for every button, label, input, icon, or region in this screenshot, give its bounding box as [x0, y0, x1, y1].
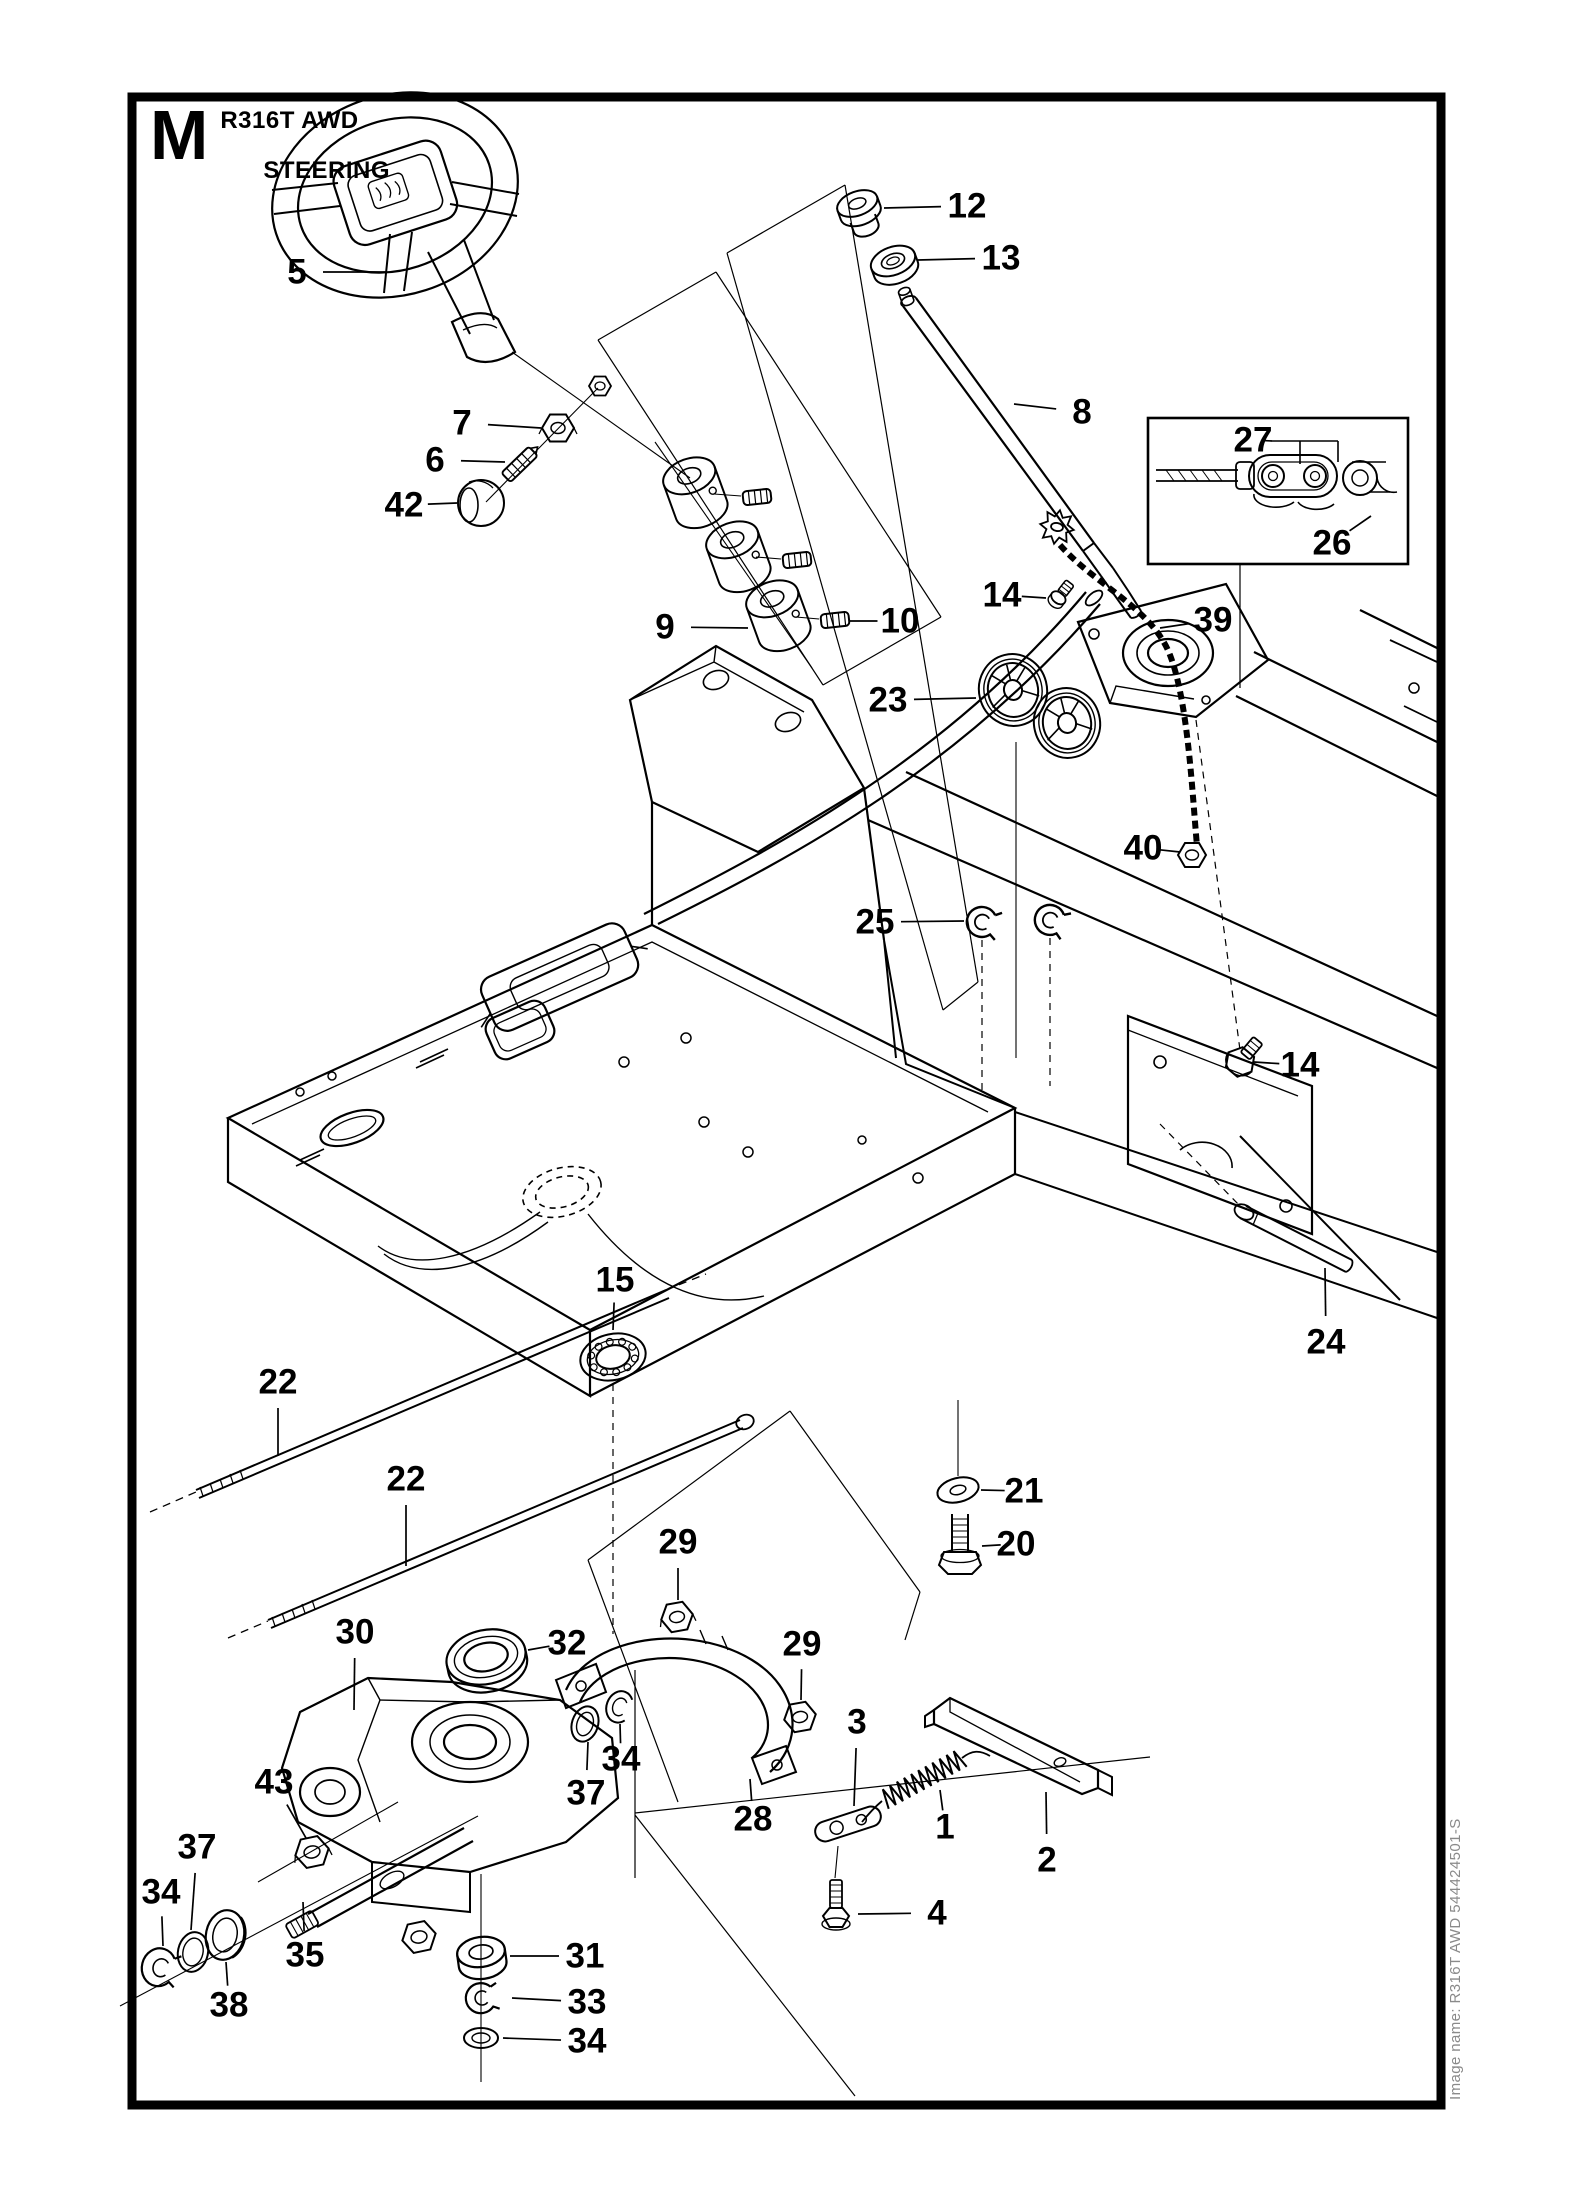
- callout-29-23: 29: [658, 1522, 698, 1562]
- leader-43-27: [287, 1805, 306, 1838]
- leader-30-26: [354, 1658, 355, 1710]
- callout-24-17: 24: [1306, 1322, 1346, 1362]
- leader-28-34: [750, 1779, 752, 1801]
- screw-4: [822, 1880, 850, 1930]
- nut-43-upper: [290, 1834, 333, 1870]
- callout-8-3: 8: [1072, 392, 1092, 432]
- bearing-13: [867, 240, 923, 291]
- sprocket: [1037, 507, 1076, 546]
- leader-21-21: [981, 1490, 1005, 1491]
- frame-chassis: [228, 588, 1437, 1396]
- callout-22-19: 22: [258, 1362, 298, 1402]
- bolt-14-right: [1220, 1031, 1269, 1082]
- callout-13-2: 13: [981, 238, 1021, 278]
- callout-15-18: 15: [595, 1260, 635, 1300]
- leader-35-31: [303, 1902, 304, 1931]
- tie-rods-22: [150, 1274, 756, 1638]
- leader-7-4: [488, 425, 541, 428]
- callout-7-4: 7: [452, 403, 472, 443]
- leader-14-9: [1022, 596, 1046, 598]
- callout-26-12: 26: [1312, 523, 1352, 563]
- leader-3-35: [854, 1748, 856, 1806]
- leader-34-29: [162, 1916, 163, 1946]
- chain-link: [1249, 455, 1397, 509]
- set-screws-10: [742, 489, 849, 629]
- leader-9-7: [691, 627, 748, 628]
- bearing-31: [455, 1934, 508, 1982]
- title-line-2: STEERING: [263, 157, 391, 184]
- cap-42: [458, 480, 504, 526]
- callout-layer: [142, 187, 1371, 2061]
- callout-2-37: 2: [1037, 1840, 1057, 1880]
- callout-23-13: 23: [868, 680, 908, 720]
- spring-coils: [883, 1751, 967, 1809]
- column-key-nut: [589, 377, 611, 396]
- leader-29-24: [801, 1669, 802, 1700]
- callout-34-33: 34: [601, 1739, 641, 1779]
- bolt-20: [939, 1514, 981, 1574]
- callout-27-leaders: [1272, 441, 1338, 464]
- leader-39-10: [1160, 624, 1189, 628]
- callout-35-31: 35: [285, 1935, 325, 1975]
- leader-37-32: [587, 1742, 588, 1770]
- callout-30-26: 30: [335, 1612, 375, 1652]
- clip-33: [464, 1981, 500, 2015]
- leader-15-18: [613, 1303, 614, 1331]
- column-fasteners: [458, 377, 611, 527]
- callout-38-30: 38: [209, 1985, 249, 2025]
- clip-34-left: [138, 1945, 182, 1991]
- leader-32-25: [528, 1646, 549, 1650]
- leader-12-1: [884, 207, 941, 208]
- screw-14-top: [1046, 578, 1077, 611]
- idler-pulleys-23: [971, 647, 1107, 1058]
- callout-40-14: 40: [1123, 828, 1163, 868]
- callout-33-40: 33: [567, 1982, 607, 2022]
- nut-40: [1178, 843, 1206, 867]
- callout-37-28: 37: [177, 1827, 217, 1867]
- leader-23-13: [914, 698, 976, 699]
- callout-3-35: 3: [847, 1702, 867, 1742]
- callout-31-39: 31: [565, 1936, 605, 1976]
- washer-21: [935, 1473, 982, 1506]
- callout-12-1: 12: [947, 186, 987, 226]
- nut-43-lower: [399, 1919, 438, 1954]
- adjuster-bar-2: [925, 1698, 1112, 1795]
- washer-21-bolt-20: [935, 1400, 982, 1574]
- rod-24: [1160, 1124, 1352, 1272]
- callout-32-25: 32: [547, 1623, 587, 1663]
- callout-39-10: 39: [1193, 600, 1233, 640]
- bushing-12: [833, 185, 888, 243]
- cable-end: [1156, 462, 1254, 489]
- page-title: [220, 104, 390, 183]
- callout-1-36: 1: [935, 1807, 955, 1847]
- callout-34-29: 34: [141, 1872, 181, 1912]
- callout-37-32: 37: [566, 1773, 606, 1813]
- callout-4-38: 4: [927, 1893, 947, 1933]
- callout-28-34: 28: [733, 1799, 773, 1839]
- callout-29-24: 29: [782, 1624, 822, 1664]
- image-name-note: Image name: R316T AWD 544424501-S: [1447, 1818, 1464, 2100]
- leader-8-3: [1014, 404, 1056, 409]
- leader-34-41: [503, 2038, 561, 2040]
- leader-38-30: [226, 1962, 228, 1986]
- leader-26-12: [1350, 516, 1371, 531]
- leader-37-28: [191, 1873, 195, 1930]
- callout-14-16: 14: [1280, 1045, 1320, 1085]
- leader-2-37: [1046, 1792, 1047, 1834]
- callout-27-11: 27: [1233, 420, 1273, 460]
- callout-42-6: 42: [384, 485, 424, 525]
- callout-5-0: 5: [287, 252, 307, 292]
- callout-6-5: 6: [425, 440, 445, 480]
- leader-40-14: [1160, 850, 1180, 852]
- nut-29-lower: [782, 1700, 818, 1733]
- ring-34-upper: [602, 1687, 634, 1725]
- callout-22-20: 22: [386, 1459, 426, 1499]
- title-line-1: R316T AWD: [220, 107, 359, 134]
- title-block: [150, 96, 391, 184]
- callout-21-21: 21: [1004, 1471, 1044, 1511]
- callout-43-27: 43: [254, 1762, 294, 1802]
- retaining-clips-25: [963, 900, 1071, 1096]
- leader-42-6: [428, 503, 457, 504]
- leader-25-15: [901, 921, 964, 922]
- callout-20-22: 20: [996, 1524, 1036, 1564]
- leader-13-2: [918, 259, 975, 260]
- leader-14-16: [1254, 1062, 1279, 1064]
- nut-29-upper: [657, 1600, 697, 1634]
- shaft-35: [285, 1828, 473, 1939]
- callout-25-15: 25: [855, 902, 895, 942]
- callout-9-7: 9: [655, 607, 675, 647]
- callout-10-8: 10: [880, 601, 920, 641]
- construction-lines: [588, 185, 1150, 2096]
- leader-24-17: [1325, 1268, 1326, 1316]
- leader-6-5: [461, 461, 505, 462]
- leader-33-40: [512, 1998, 561, 2001]
- flange-bearing-15: [576, 1328, 650, 1634]
- callout-14-9: 14: [982, 575, 1022, 615]
- chain-roller-26: [1343, 461, 1377, 495]
- screw-6: [501, 442, 542, 482]
- section-letter: M: [150, 96, 207, 174]
- leader-4-38: [858, 1913, 911, 1914]
- callout-34-41: 34: [567, 2021, 607, 2061]
